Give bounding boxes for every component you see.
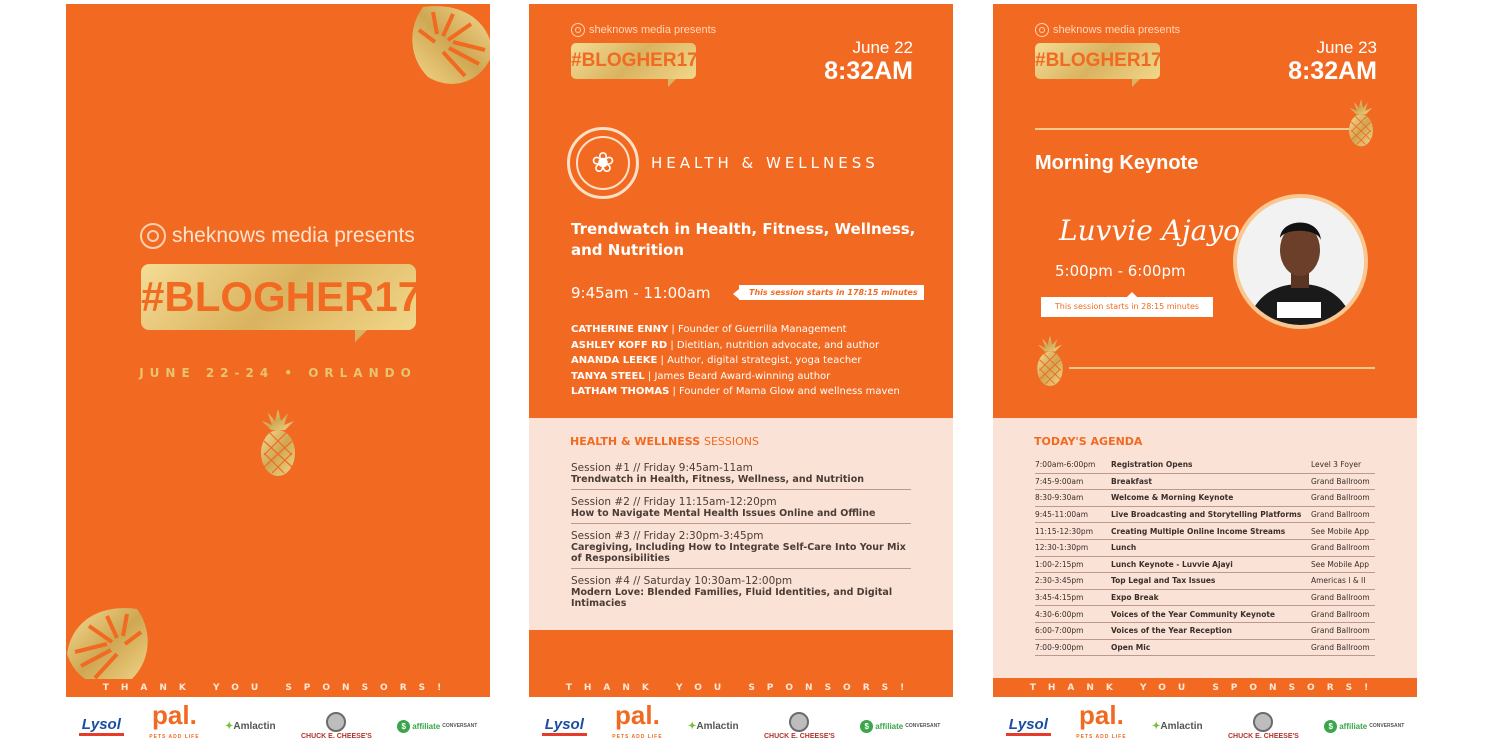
- session-time: 9:45am - 11:00am: [571, 284, 711, 302]
- sponsor-logos: [66, 700, 490, 748]
- countdown-badge: This session starts in 178:15 minutes: [739, 285, 924, 300]
- poster-intro: [66, 4, 490, 751]
- current-datetime: [824, 38, 913, 84]
- speaker-name: Luvvie Ajayo: [1059, 214, 1240, 247]
- presenter-line: [1035, 23, 1180, 37]
- apple-lotus-icon: ❀: [567, 127, 639, 199]
- current-time: 8:32AM: [824, 57, 913, 85]
- affiliate-logo: $ affiliate CONVERSANT: [397, 720, 477, 733]
- agenda-table: [1035, 457, 1375, 656]
- sponsor-banner: THANK YOU SPONSORS!: [993, 679, 1417, 697]
- pineapple-icon: [1035, 332, 1065, 392]
- table-row: 3:45-4:15pm Expo Break Grand Ballroom: [1035, 589, 1375, 606]
- amlactin-logo: ✦Amlactin: [687, 720, 739, 732]
- sponsor-logos: [993, 700, 1417, 748]
- pineapple-icon: [258, 404, 298, 484]
- session-list: [571, 459, 911, 616]
- pal-logo: pal. PETS ADD LIFE: [149, 700, 200, 740]
- table-row: 12:30-1:30pm Lunch Grand Ballroom: [1035, 539, 1375, 556]
- table-row: 2:30-3:45pm Top Legal and Tax Issues Americas I & II: [1035, 573, 1375, 590]
- list-item: Session #4 // Saturday 10:30am-12:00pm Modern Love: Blended Families, Fluid Identities, and Digital Intimacies: [571, 575, 893, 609]
- speaker-item: LATHAM THOMAS | Founder of Mama Glow and wellness maven: [571, 386, 900, 397]
- divider: [1035, 128, 1353, 130]
- speaker-item: TANYA STEEL | James Beard Award-winning author: [571, 370, 831, 382]
- list-item: Session #1 // Friday 9:45am-11am Trendwatch in Health, Fitness, Wellness, and Nutrition: [571, 459, 911, 490]
- speaker-item: ANANDA LEEKE | Author, digital strategist, yoga teacher: [571, 355, 862, 366]
- session-title: Trendwatch in Health, Fitness, Wellness, and Nutrition: [571, 220, 916, 259]
- table-row: 8:30-9:30am Welcome & Morning Keynote Grand Ballroom: [1035, 490, 1375, 507]
- current-date: June 23: [1316, 38, 1377, 57]
- hashtag-badge: #BLOGHER17: [1035, 43, 1160, 79]
- table-row: 7:00am-6:00pm Registration Opens Level 3 Foyer: [1035, 457, 1375, 473]
- lysol-logo: Lysol: [79, 716, 124, 736]
- presenter-line: [571, 23, 716, 37]
- divider: [1069, 367, 1375, 369]
- monstera-leaf-icon: [402, 4, 490, 92]
- current-time: 8:32AM: [1288, 57, 1377, 85]
- current-datetime: [1288, 38, 1377, 84]
- poster-background: [529, 4, 953, 697]
- list-item: Session #3 // Friday 2:30pm-3:45pm Caregiving, Including How to Integrate Self-Care Into Your Mix of Responsibilities: [571, 527, 911, 569]
- table-row: 1:00-2:15pm Lunch Keynote - Luvvie Ajayi See Mobile App: [1035, 556, 1375, 573]
- presenter-text: sheknows media presents: [1053, 24, 1181, 36]
- list-item: Session #2 // Friday 11:15am-12:20pm How to Navigate Mental Health Issues Online and Offline: [571, 493, 911, 524]
- table-row: 4:30-6:00pm Voices of the Year Community Keynote Grand Ballroom: [1035, 606, 1375, 623]
- table-row: 7:45-9:00am Breakfast Grand Ballroom: [1035, 473, 1375, 490]
- pal-logo: pal. PETS ADD LIFE: [612, 700, 663, 740]
- sponsor-logos: [529, 700, 953, 748]
- pineapple-icon: [1347, 96, 1375, 152]
- hashtag-badge: #BLOGHER17: [141, 264, 416, 330]
- sponsor-banner: THANK YOU SPONSORS!: [66, 679, 490, 697]
- current-date: June 22: [852, 38, 913, 57]
- countdown-badge: This session starts in 28:15 minutes: [1041, 297, 1213, 317]
- agenda-heading: TODAY'S AGENDA: [1034, 435, 1143, 448]
- chuck-e-cheese-logo: CHUCK E. CHEESE'S: [764, 712, 835, 740]
- poster-background: [993, 4, 1417, 697]
- speaker-portrait-icon: [1237, 198, 1364, 325]
- presenter-text: sheknows media presents: [172, 224, 415, 247]
- table-row: 7:00-9:00pm Open Mic Grand Ballroom: [1035, 639, 1375, 656]
- sheknows-logo-icon: [571, 23, 585, 37]
- amlactin-logo: ✦Amlactin: [1151, 720, 1203, 732]
- hashtag-badge: #BLOGHER17: [571, 43, 696, 79]
- chuck-e-cheese-logo: CHUCK E. CHEESE'S: [1228, 712, 1299, 740]
- speaker-item: ASHLEY KOFF RD | Dietitian, nutrition advocate, and author: [571, 339, 880, 351]
- speaker-photo: [1233, 194, 1368, 329]
- table-row: 6:00-7:00pm Voices of the Year Reception Grand Ballroom: [1035, 622, 1375, 639]
- event-dates: JUNE 22-24 • ORLANDO: [139, 366, 417, 380]
- table-row: 9:45-11:00am Live Broadcasting and Storytelling Platforms Grand Ballroom: [1035, 506, 1375, 523]
- pal-logo: pal. PETS ADD LIFE: [1076, 700, 1127, 740]
- speaker-list: [571, 322, 900, 400]
- keynote-time: 5:00pm - 6:00pm: [1055, 262, 1186, 280]
- lysol-logo: Lysol: [1006, 716, 1051, 736]
- table-row: 11:15-12:30pm Creating Multiple Online Income Streams See Mobile App: [1035, 523, 1375, 540]
- sheknows-logo-icon: [140, 223, 166, 249]
- sheknows-logo-icon: [1035, 23, 1049, 37]
- poster-health-wellness: [529, 4, 953, 751]
- poster-background: [66, 4, 490, 697]
- affiliate-logo: $ affiliate CONVERSANT: [1324, 720, 1404, 733]
- keynote-title: Morning Keynote: [1035, 152, 1199, 174]
- speaker-item: CATHERINE ENNY | Founder of Guerrilla Management: [571, 324, 847, 335]
- poster-morning-keynote: [993, 4, 1417, 751]
- presenter-text: sheknows media presents: [589, 24, 717, 36]
- lysol-logo: Lysol: [542, 716, 587, 736]
- track-title: HEALTH & WELLNESS: [651, 154, 879, 172]
- presenter-line: [140, 223, 415, 249]
- affiliate-logo: $ affiliate CONVERSANT: [860, 720, 940, 733]
- chuck-e-cheese-logo: CHUCK E. CHEESE'S: [301, 712, 372, 740]
- sponsor-banner: THANK YOU SPONSORS!: [529, 679, 953, 697]
- sessions-heading: HEALTH & WELLNESS SESSIONS: [570, 435, 759, 448]
- amlactin-logo: ✦Amlactin: [224, 720, 276, 732]
